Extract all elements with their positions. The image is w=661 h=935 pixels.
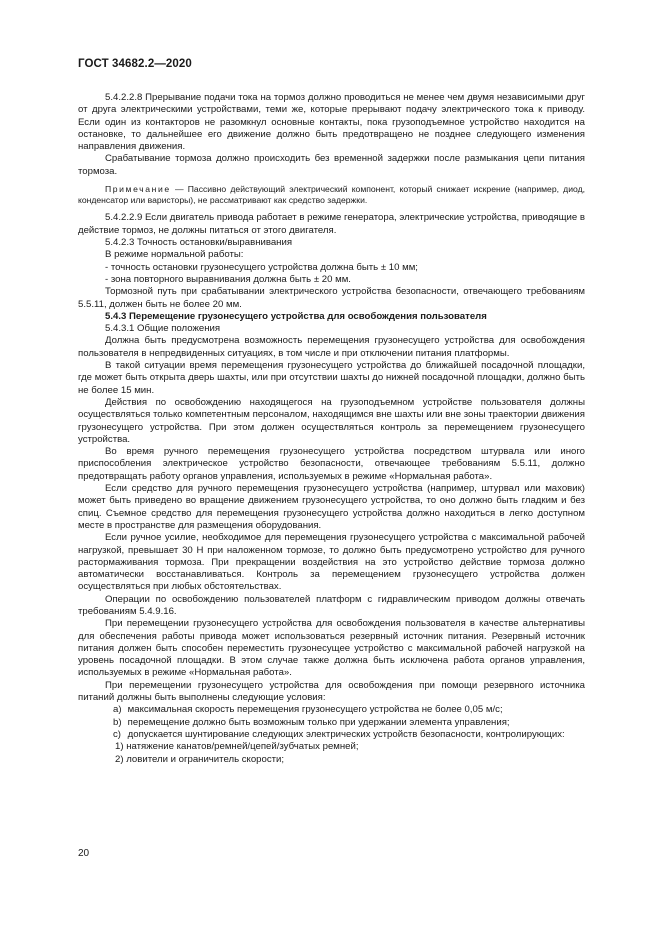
- paragraph-release-possibility: Должна быть предусмотрена возможность перемещения грузонесущего устройства для освобождения пользователя в непредвиденных ситуациях, в том числе и при отключении питания платформы.: [78, 335, 585, 359]
- note-text: — Пассивно действующий электрический компонент, который снижает искрение (например, диод, конденсатор или варисторы), не рассматривают как средство задержки.: [78, 184, 585, 206]
- sub-list-item-1: 1) натяжение канатов/ремней/цепей/зубчатых ремней;: [115, 741, 359, 753]
- paragraph-5-4-2-2-9: 5.4.2.2.9 Если двигатель привода работает в режиме генератора, электрические устройства, приводящие в действие тормоз, не должны питаться от этого двигателя.: [78, 212, 585, 236]
- paragraph-competent-personnel: Действия по освобождению находящегося на грузоподъемном устройстве пользователя должны осуществляться только компетентным персоналом, находящимся вне шахты или вне зоны траектории движения грузонесущего устройства. При этом должен осуществляться контроль за перемещением грузонесущего устройства.: [78, 396, 585, 445]
- page-body: [78, 92, 585, 766]
- note-label: Примечание: [105, 184, 171, 195]
- list-item-stop-accuracy: - точность остановки грузонесущего устройства должна быть ± 10 мм;: [105, 261, 418, 273]
- paragraph-release-time: В такой ситуации время перемещения грузонесущего устройства до ближайшей посадочной площадки, где может быть открыта дверь шахты, или при отсутствии шахты до нижней посадочной площадки, должно быть не более 15 мин.: [78, 360, 585, 396]
- paragraph-braking-distance: Тормозной путь при срабатывании электрического устройства безопасности, отвечающего требованиям 5.5.11, должен быть не более 20 мм.: [78, 286, 585, 310]
- note: [78, 184, 585, 206]
- list-item-a: а) максимальная скорость перемещения грузонесущего устройства не более 0,05 м/с;: [113, 704, 503, 716]
- page-number: 20: [78, 848, 90, 859]
- paragraph-hydraulic: Операции по освобождению пользователей платформ с гидравлическим приводом должны отвечать требованиям 5.4.9.16.: [78, 593, 585, 617]
- running-header: ГОСТ 34682.2—2020: [78, 58, 192, 70]
- paragraph-manual-force: Если ручное усилие, необходимое для перемещения грузонесущего устройства с максимальной рабочей нагрузкой, превышает 30 Н при наложенном тормозе, то должно быть предусмотрено устройство для ручного растормаживания тормоза. При прекращении воздействия на это устройство действие тормоза должно автоматически восстанавливаться. Контроль за перемещением грузонесущего устройства должен осуществляться при любых обстоятельствах.: [78, 532, 585, 593]
- paragraph-5-4-2-2-8: 5.4.2.2.8 Прерывание подачи тока на тормоз должно проводиться не менее чем двумя независимыми друг от друга электрическими устройствами, теми же, которые прерывают подачу электрического тока к приводу. Если один из контакторов не разомкнул основные контакты, пока грузоподъемное устройство находится на остановке, то дальнейшее его движение должно быть предотвращено не позднее следующего изменения направления движения.: [78, 92, 585, 153]
- paragraph-manual-movement: Во время ручного перемещения грузонесущего устройства посредством штурвала или иного приспособления электрическое устройство безопасности, отвечающее требованиям 5.5.11, должно предотвращать работу органов управления, используемых в режиме «Нормальная работа».: [78, 446, 585, 482]
- paragraph-backup-conditions: При перемещении грузонесущего устройства для освобождения при помощи резервного источника питаний должны быть выполнены следующие условия:: [78, 679, 585, 704]
- subheading-5-4-3-1: 5.4.3.1 Общие положения: [105, 323, 221, 335]
- list-item-b: b) перемещение должно быть возможным только при удержании элемента управления;: [113, 716, 510, 728]
- list-item-relevel-zone: - зона повторного выравнивания должна быть ± 20 мм.: [105, 273, 351, 285]
- subheading-5-4-2-3: 5.4.2.3 Точность остановки/выравнивания: [105, 237, 293, 249]
- paragraph-backup-power: При перемещении грузонесущего устройства для освобождения пользователя в качестве альтернативы для обеспечения работы привода может использоваться резервный источник питания. Резервный источник питания должен быть способен переместить грузонесущее устройство с максимальной рабочей нагрузкой на уровень посадочной площадки. В этом случае также должна быть исключена работа органов управления, используемых в режиме «Нормальная работа».: [78, 618, 585, 679]
- section-heading-5-4-3: 5.4.3 Перемещение грузонесущего устройства для освобождения пользователя: [105, 310, 487, 322]
- paragraph-brake-timing: Срабатывание тормоза должно происходить без временной задержки после размыкания цепи питания тормоза.: [78, 153, 585, 177]
- list-item-c: с) допускается шунтирование следующих электрических устройств безопасности, контролирующих:: [113, 728, 565, 740]
- paragraph-normal-mode: В режиме нормальной работы:: [105, 249, 244, 261]
- sub-list-item-2: 2) ловители и ограничитель скорости;: [115, 753, 285, 765]
- paragraph-handwheel: Если средство для ручного перемещения грузонесущего устройства (например, штурвал или маховик) может быть приведено во вращение движением грузонесущего устройства, то оно должно быть гладким и без спиц. Съемное средство для перемещения грузонесущего устройства должно находиться в легко доступном месте в пространстве для размещения оборудования.: [78, 483, 585, 531]
